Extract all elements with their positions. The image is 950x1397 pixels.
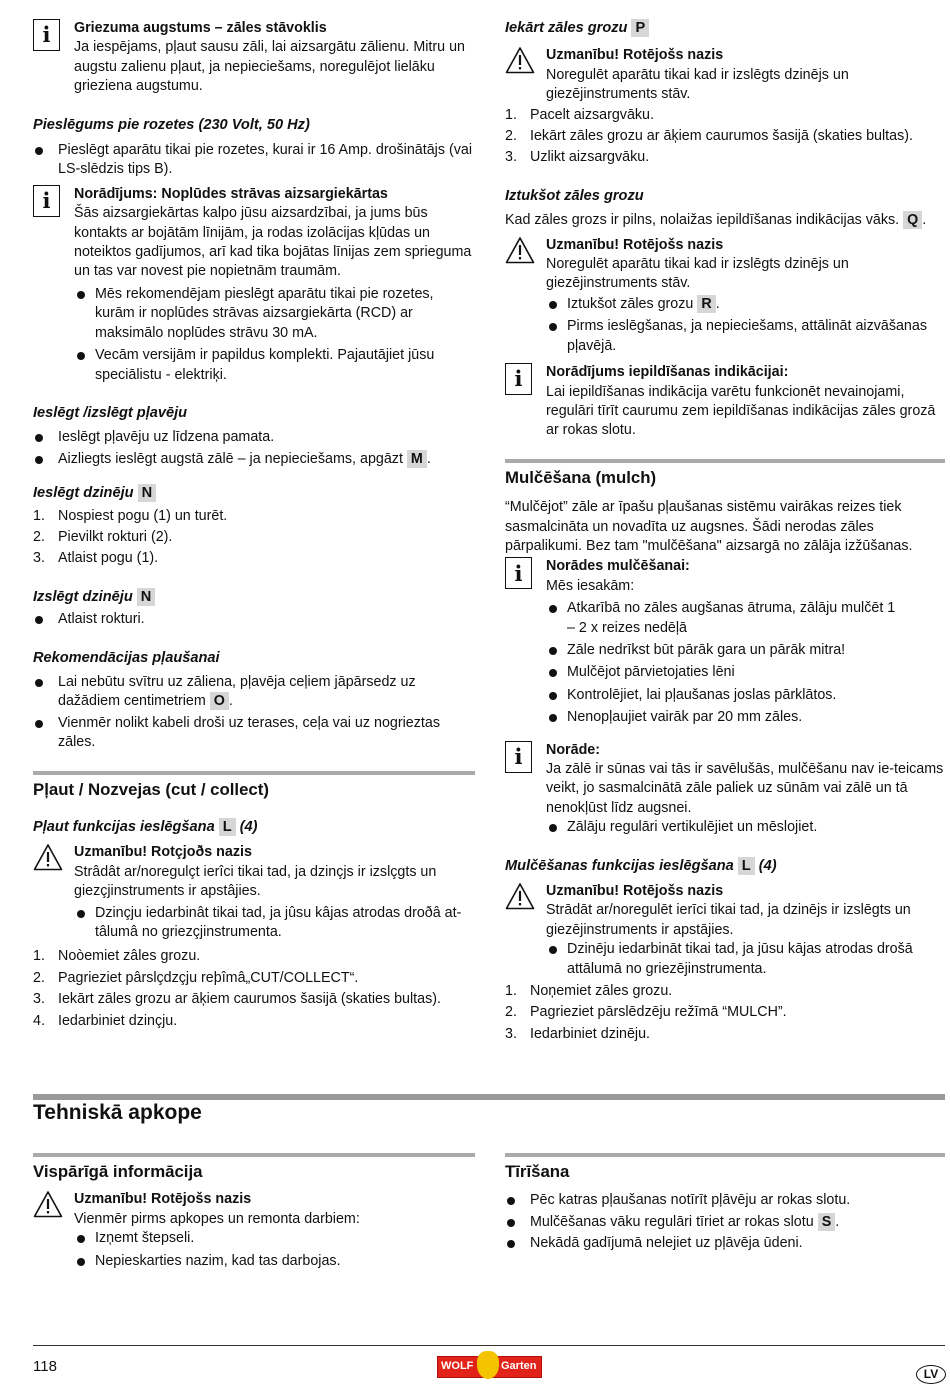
item-number: 1. [505,983,517,1000]
section-title: Rekomendācijas pļaušanai [33,649,220,666]
figure-ref-tag: M [407,450,427,468]
note-title: Uzmanību! Rotējošs nazis [546,883,724,900]
list-item: Mēs rekomendējam pieslēgt aparātu tikai pie rozetes, kurām ir noplūdes strāvas aizsargiekārta (RCD) ar maksimālo noplūdes strāvu 30 mA. [75,285,475,343]
section-general [33,1153,475,1271]
list-item [505,1213,945,1232]
list-item [33,990,475,1009]
list-item [33,528,475,547]
list-item [33,450,475,469]
item-number: 3. [33,550,45,567]
section-title [33,484,475,503]
item-text: Aizliegts ieslēgt augstā zālē – ja nepieciešams, apgāzt [58,450,403,467]
list-item: Nekādā gadījumā nelejiet uz pļāvēja ūdeni. [505,1234,945,1253]
note-text: Mēs iesakām: [546,577,635,594]
note-text: Lai iepildīšanas indikācija varētu funkcionēt nevainojami, regulāri tīrīt caurumu zem iepildīšanas indikācijas zāles grozā ar rokas slotu. [546,383,936,439]
list-item [33,549,475,568]
item-text: Nospiest pogu (1) un turēt. [58,507,228,524]
info-note-fill-indicator [505,363,945,441]
numbered-list [505,982,945,1044]
footer-rule [33,1345,945,1346]
item-text: Uzlikt aizsargvāku. [530,149,650,166]
title-text: Izslēgt dzinēju [33,588,133,605]
section-socket [33,116,475,385]
note-title: Norādes mulčēšanai: [546,558,690,575]
info-icon: i [505,557,532,589]
list-item: Izņemt štepseli. [75,1229,475,1248]
section-heading: Tīrīšana [505,1162,570,1181]
item-end: . [715,295,720,312]
warning-icon [33,1190,63,1224]
section-rule [33,1153,475,1157]
figure-ref-tag: N [138,484,157,502]
figure-ref-tag: L [219,818,236,836]
info-note-rcd [33,185,475,385]
note-title: Uzmanību! Rotējošs nazis [546,47,724,64]
list-item [505,1025,945,1044]
paragraph [505,211,945,230]
item-end: . [835,1213,840,1230]
section-cleaning [505,1153,945,1254]
list-item [505,1003,945,1022]
item-number: 2. [505,128,517,145]
warning-icon [505,236,535,270]
item-number: 2. [505,1004,517,1021]
logo-text-right: Garten [501,1360,537,1372]
note-title: Norādījums: Noplūdes strāvas aizsargiekārtas [74,185,388,202]
item-text: Iekārt zāles grozu ar āķiem caurumos šasijā (skaties bultas). [530,128,913,145]
logo-text-left: WOLF [441,1360,474,1372]
section-recommend [33,649,475,753]
bullet-list [33,610,475,629]
language-badge: LV [916,1365,946,1384]
item-text: Iedarbiniet dzinçju. [58,1012,178,1029]
para-end: . [922,212,927,229]
item-text: Iedarbiniet dzinēju. [530,1025,651,1042]
note-title: Uzmanību! Rotējošs nazis [74,1191,252,1208]
figure-ref-tag: P [631,19,649,37]
section-engine-off [33,588,475,630]
subsection-title [33,818,475,837]
list-item: Dzinēju iedarbināt tikai tad, ja jūsu kājas atrodas drošā attālumā no griezējinstrumenta. [547,940,945,979]
list-item [33,1012,475,1031]
title-text: Mulčēšanas funkcijas ieslēgšana [505,857,734,874]
title-text: Iekārt zāles grozu [505,20,628,36]
bullet-list [547,818,945,837]
item-number: 3. [505,149,517,166]
bullet-list [33,141,475,180]
list-item: Dzinçju iedarbinât tikai tad, ja jûsu kâjas atrodas droðâ at-tâlumâ no griezçjinstrumenta. [75,904,475,943]
right-column [505,19,945,1044]
figure-ref-tag: R [697,295,715,313]
warning-icon [33,843,63,877]
wolf-garten-logo [437,1351,542,1379]
info-note-moss [505,741,945,838]
list-item: Atkarībā no zāles augšanas ātruma, zālāju mulčēt 1 – 2 x reizes nedēļā [547,599,945,638]
section-title: Iztukšot zāles grozu [505,187,644,204]
section-heading: Mulčēšana (mulch) [505,467,657,487]
list-item: Nenopļaujiet vairāk par 20 mm zāles. [547,708,945,727]
list-item: Pēc katras pļaušanas notīrīt pļāvēju ar rokas slotu. [505,1191,945,1210]
title-suffix: (4) [758,857,777,874]
para-text: Kad zāles grozs ir pilns, nolaižas iepildīšanas indikācijas vāks. [505,212,900,229]
list-item: Vecām versijām ir papildus komplekti. Pajautājiet jūsu speciālistu - elektriķi. [75,346,475,385]
paragraph: “Mulčējot” zāle ar īpašu pļaušanas sistēmu vairākas reizes tiek sasmalcināta un novadīta uz augsnes. Šādi nerodas zāles pārpalikumi. Bez tam "mulčēšana" aizsargā no zālāja izžūšanas. [505,499,913,554]
note-text: Noregulēt aparātu tikai kad ir izslēgts dzinējs un giezējinstruments stāv. [546,256,849,292]
section-rule [505,1153,945,1157]
subsection-title [505,857,945,876]
list-item [505,127,945,146]
note-text: Strâdât ar/noregulçt ierîci tikai tad, ja dzinçjs ir izslçgts un giezçjinstruments ir apstâjies. [74,863,437,900]
list-item [547,295,945,314]
title-suffix: (4) [239,819,258,835]
warning-icon [505,882,535,916]
bullet-list [505,1191,945,1253]
note-title: Norādījums iepildīšanas indikācijai: [546,364,789,381]
warning-note [505,882,945,979]
info-icon: i [33,185,60,217]
warning-note [33,1190,475,1271]
info-note-cut-height [33,19,475,97]
list-item: Zālāju regulāri vertikulējiet un mēslojiet. [547,818,945,837]
list-item [33,947,475,966]
list-item [505,106,945,125]
item-text: Pievilkt rokturi (2). [58,528,173,545]
title-text: Ieslēgt dzinēju [33,485,134,502]
list-item: Mulčējot pārvietojaties lēni [547,663,945,682]
list-item [33,673,475,712]
figure-ref-tag: Q [903,211,922,229]
info-icon: i [505,363,532,395]
section-heading: Vispārīgā informācija [33,1162,203,1181]
list-item [505,982,945,1001]
note-title: Uzmanību! Rotçjoðs nazis [74,844,252,861]
list-item [33,969,475,988]
section-title [505,19,945,38]
info-icon: i [33,19,60,51]
figure-ref-tag: S [818,1213,836,1231]
list-item: Zāle nedrīkst būt pārāk gara un pārāk mitra! [547,641,945,660]
bullet-list [33,428,475,469]
note-text: Strādāt ar/noregulēt ierīci tikai tad, ja dzinējs ir izslēgts un giezējinstruments ir apstājies. [546,902,911,938]
item-number: 4. [33,1012,45,1029]
list-item [505,148,945,167]
section-heading: Pļaut / Nozvejas (cut / collect) [33,779,269,799]
item-text: Pacelt aizsargvāku. [530,106,654,123]
section-engine-on [33,484,475,569]
warning-note [505,236,945,356]
item-text: Iztukšot zāles grozu [567,295,694,312]
note-text: Vienmēr pirms apkopes un remonta darbiem: [74,1210,360,1227]
left-column [33,19,475,1031]
note-title: Uzmanību! Rotējošs nazis [546,236,724,253]
item-text: Lai nebūtu svītru uz zāliena, pļavēja ceļiem jāpārsedz uz dažādiem centimetriem [58,673,416,710]
section-title [33,588,475,607]
note-text: Ja zālē ir sūnas vai tās ir savēlušās, mulčēšanu nav ie-teicams veikt, jo sasmalcinātā zāle paliek uz sūnām vai zālē un tā nenokļūst līdz augsnei. [546,761,944,816]
info-note-mulch [505,557,945,727]
item-number: 2. [33,969,45,986]
list-item: Pieslēgt aparātu tikai pie rozetes, kurai ir 16 Amp. drošinātājs (vai LS-slēdzis tips B). [33,141,475,180]
warning-note [505,46,945,104]
list-item: Nepieskarties nazim, kad tas darbojas. [75,1252,475,1271]
figure-ref-tag: L [738,857,755,875]
bullet-list [547,599,945,727]
page-number: 118 [33,1358,57,1375]
item-text: Atlaist pogu (1). [58,550,159,567]
numbered-list [505,106,945,168]
section-rule [505,459,945,463]
section-switch-mower [33,404,475,469]
item-number: 1. [33,507,45,524]
list-item: Vienmēr nolikt kabeli droši uz terases, ceļa vai uz nogrieztas zāles. [33,714,475,753]
bullet-list [75,285,475,385]
section-rule [33,771,475,775]
note-text: Noregulēt aparātu tikai kad ir izslēgts dzinējs un giezējinstruments stāv. [546,66,849,103]
item-end: . [228,693,233,710]
item-number: 1. [505,106,517,123]
list-item: Pirms ieslēgšanas, ja nepieciešams, attālināt aizvāšanas pļavējā. [547,317,945,356]
warning-icon [505,46,535,80]
item-text: Pagrieziet pārslēdzēju režīmā “MULCH”. [530,1004,787,1021]
item-number: 1. [33,948,45,965]
note-text: Ja iespējams, pļaut sausu zāli, lai aizsargātu zālienu. Mitru un augstu zalienu pļaut, ja nepieciešams, noregulējot lielāku grieziena augstumu. [74,39,465,95]
numbered-list [33,947,475,1031]
bullet-list [547,295,945,356]
bullet-list [547,940,945,979]
figure-ref-tag: N [137,588,156,606]
bullet-list [75,1229,475,1271]
wolf-head-icon [477,1351,499,1379]
item-text: Noòemiet zâles grozu. [58,948,201,965]
section-title: Pieslēgums pie rozetes (230 Volt, 50 Hz) [33,116,310,133]
info-icon: i [505,741,532,773]
item-text: Mulčēšanas vāku regulāri tīriet ar rokas slotu [530,1213,814,1230]
bullet-list [33,673,475,753]
title-text: Pļaut funkcijas ieslēgšana [33,819,215,835]
numbered-list [33,507,475,569]
item-text: Iekārt zāles grozu ar āķiem caurumos šasijā (skaties bultas). [58,991,441,1008]
list-item: Atlaist rokturi. [33,610,475,629]
item-number: 3. [33,991,45,1008]
item-number: 3. [505,1025,517,1042]
item-text: Noņemiet zāles grozu. [530,983,673,1000]
item-number: 2. [33,528,45,545]
item-end: . [426,450,431,467]
note-title: Norāde: [546,741,601,758]
bullet-list [75,904,475,943]
item-text: Pagrieziet pârslçdzçju reþîmâ„CUT/COLLECT“. [58,969,359,986]
note-title: Griezuma augstums – zāles stāvoklis [74,20,327,36]
warning-note [33,843,475,942]
note-text: Šās aizsargiekārtas kalpo jūsu aizsardzībai, ja jums būs kontakts ar bojātām līnijām, ja rodas izolācijas kļūdas un noteiktos gadījumos, arī kad tika bojātas līnijas zem sprieguma un tas var novest pie nopietnām traumām. [74,205,472,280]
list-item [33,507,475,526]
list-item: Kontrolējiet, lai pļaušanas joslas pārklātos. [547,686,945,705]
list-item: Ieslēgt pļavēju uz līdzena pamata. [33,428,475,447]
figure-ref-tag: O [210,692,229,710]
section-title: Ieslēgt /izslēgt pļavēju [33,404,188,421]
chapter-heading: Tehniskā apkope [33,1101,202,1124]
